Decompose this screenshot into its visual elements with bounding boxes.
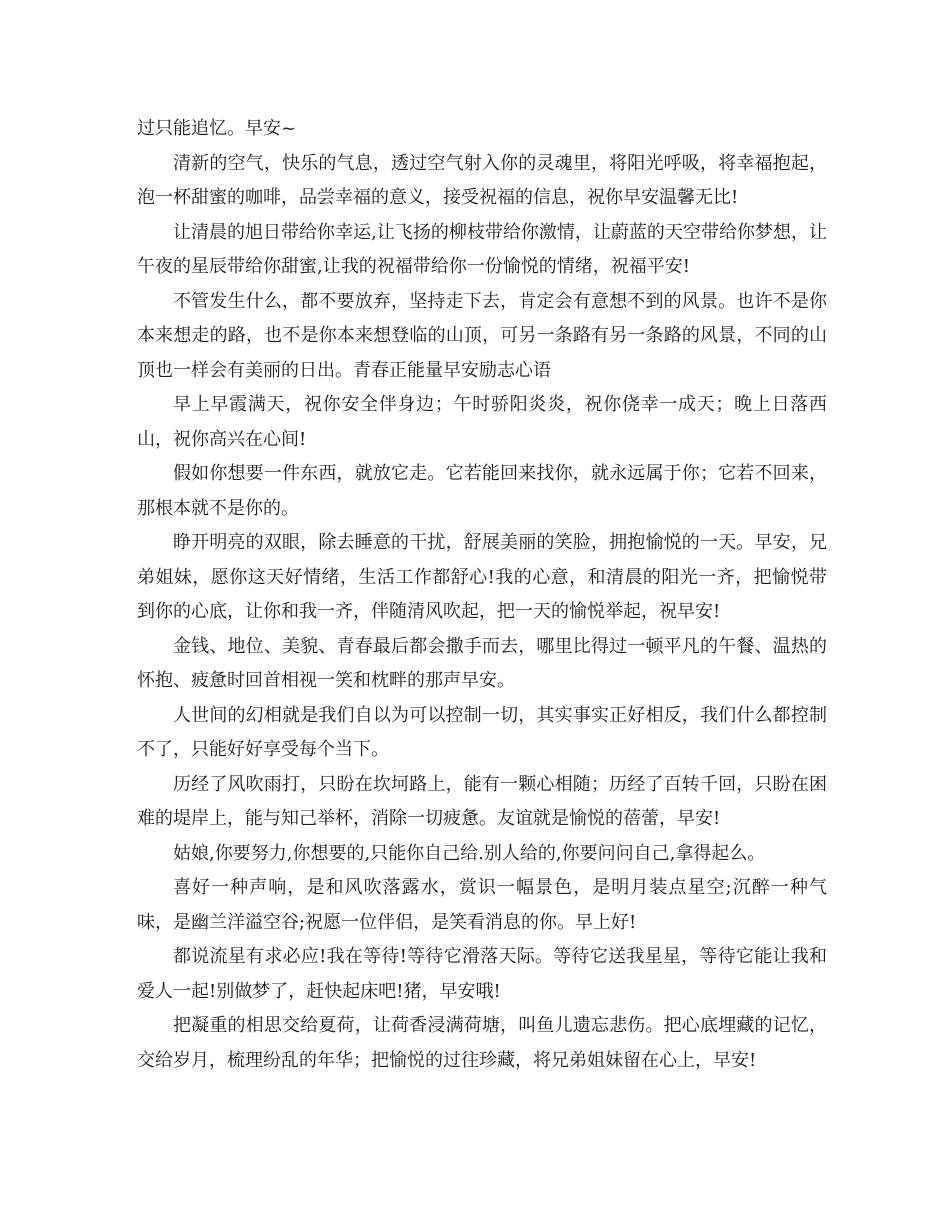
paragraph: 睁开明亮的双眼，除去睡意的干扰，舒展美丽的笑脸，拥抱愉悦的一天。早安，兄弟姐妹，愿你这天好情绪，生活工作都舒心!我的心意，和清晨的阳光一齐，把愉悦带到你的心底，让你和我一齐，伴随清风吹起，把一天的愉悦举起，祝早安!: [137, 532, 827, 622]
paragraph: 喜好一种声响，是和风吹落露水，赏识一幅景色，是明月装点星空;沉醉一种气味，是幽兰洋溢空谷;祝愿一位伴侣，是笑看消息的你。早上好!: [137, 877, 827, 933]
paragraph: 清新的空气，快乐的气息，透过空气射入你的灵魂里，将阳光呼吸，将幸福抱起，泡一杯甜蜜的咖啡，品尝幸福的意义，接受祝福的信息，祝你早安温馨无比!: [137, 152, 827, 208]
paragraph: 金钱、地位、美貌、青春最后都会撒手而去，哪里比得过一顿平凡的午餐、温热的怀抱、疲惫时回首相视一笑和枕畔的那声早安。: [137, 635, 827, 691]
paragraph: 让清晨的旭日带给你幸运,让飞扬的柳枝带给你激情，让蔚蓝的天空带给你梦想，让午夜的星辰带给你甜蜜,让我的祝福带给你一份愉悦的情绪，祝福平安!: [137, 221, 827, 277]
paragraph: 不管发生什么，都不要放弃，坚持走下去，肯定会有意想不到的风景。也许不是你本来想走的路，也不是你本来想登临的山顶，可另一条路有另一条路的风景，不同的山顶也一样会有美丽的日出。青春正能量早安励志心语: [137, 290, 827, 381]
paragraph: 人世间的幻相就是我们自以为可以控制一切，其实事实正好相反，我们什么都控制不了，只能好好享受每个当下。: [137, 704, 827, 760]
paragraph: 都说流星有求必应!我在等待!等待它滑落天际。等待它送我星星，等待它能让我和爱人一起!别做梦了，赶快起床吧!猪，早安哦!: [137, 946, 827, 1002]
paragraph: 早上早霞满天，祝你安全伴身边；午时骄阳炎炎，祝你侥幸一成天；晚上日落西山，祝你高兴在心间!: [137, 394, 827, 450]
document-body: [137, 112, 827, 1078]
paragraph-continuation: 过只能追忆。早安~: [137, 118, 297, 139]
paragraph: 姑娘,你要努力,你想要的,只能你自己给.别人给的,你要问问自己,拿得起么。: [173, 842, 766, 864]
paragraph: 历经了风吹雨打，只盼在坎坷路上，能有一颗心相随；历经了百转千回，只盼在困难的堤岸上，能与知己举杯，消除一切疲惫。友谊就是愉悦的蓓蕾，早安!: [137, 773, 827, 829]
paragraph: 假如你想要一件东西，就放它走。它若能回来找你，就永远属于你；它若不回来，那根本就不是你的。: [137, 463, 827, 519]
paragraph: 把凝重的相思交给夏荷，让荷香浸满荷塘，叫鱼儿遗忘悲伤。把心底埋藏的记忆，交给岁月，梳理纷乱的年华；把愉悦的过往珍藏，将兄弟姐妹留在心上，早安!: [137, 1015, 827, 1071]
